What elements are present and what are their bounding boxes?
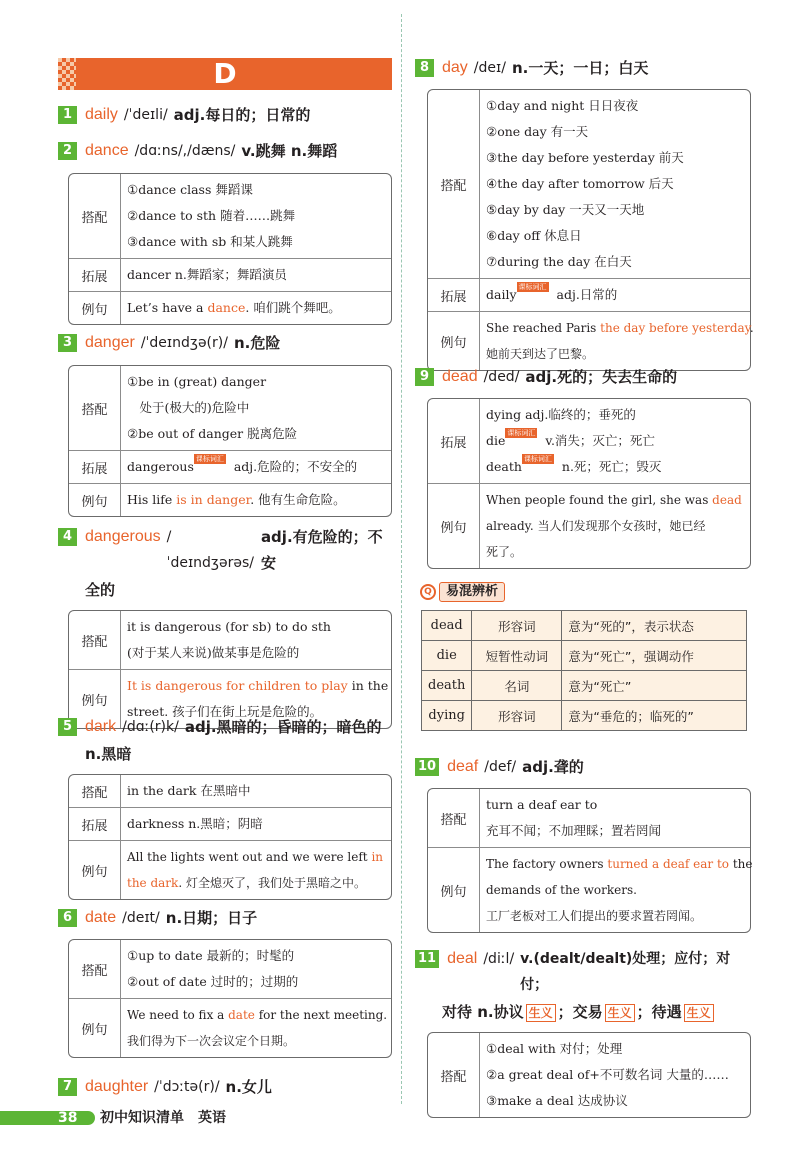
headword: dangerous xyxy=(85,528,161,545)
example-highlight: dead xyxy=(712,493,742,507)
entry-number: 3 xyxy=(58,334,77,352)
entry-dark xyxy=(58,714,392,900)
entry-table xyxy=(427,1032,751,1118)
extension-line: dying adj.临终的；垂死的 xyxy=(486,407,636,422)
confusion-word: dead xyxy=(422,611,472,641)
example-line: 工厂老板对工人们提出的要求置若罔闻。 xyxy=(486,909,703,923)
extension-line: dancer n.舞蹈家；舞蹈演员 xyxy=(127,267,287,282)
table-row xyxy=(422,641,747,671)
definition: n.危险 xyxy=(233,334,281,352)
table-row xyxy=(428,789,750,847)
column-divider xyxy=(401,14,402,1104)
confusion-pos: 形容词 xyxy=(472,611,562,641)
headword: deal xyxy=(447,950,478,967)
row-content xyxy=(121,484,391,516)
collocation-line: ③dance with sb 和某人跳舞 xyxy=(127,234,293,249)
row-label: 搭配 xyxy=(428,789,480,847)
entry-table xyxy=(427,398,751,569)
entry-head xyxy=(58,102,392,128)
example-line xyxy=(127,844,385,870)
curriculum-tag: 课标词汇 xyxy=(195,455,224,463)
definition-continued xyxy=(415,998,753,1026)
collocation-line: ③make a deal 达成协议 xyxy=(486,1093,628,1108)
example-highlight: date xyxy=(228,1008,255,1022)
row-content xyxy=(121,611,391,669)
table-row xyxy=(69,291,391,324)
row-label: 搭配 xyxy=(69,775,121,807)
collocation-line: turn a deaf ear to xyxy=(486,797,598,812)
headword: daily xyxy=(85,106,118,123)
definition: v.(dealt/dealt)处理；应付；对付； xyxy=(520,951,731,993)
confusion-meaning: 意为“垂危的；临死的” xyxy=(562,701,747,731)
example-line: 我们得为下一次会议定个日期。 xyxy=(127,1034,296,1048)
row-content xyxy=(480,312,760,370)
example-highlight: is in danger xyxy=(176,492,251,507)
book-title: 初中知识清单 英语 xyxy=(100,1110,226,1126)
example-line: demands of the workers. xyxy=(486,883,637,897)
row-content xyxy=(121,259,391,291)
extension-line xyxy=(486,282,744,308)
confusion-pos: 形容词 xyxy=(472,701,562,731)
row-content xyxy=(480,279,750,311)
entry-head xyxy=(58,138,392,164)
definition: adj.死的；失去生命的 xyxy=(525,368,678,386)
example-highlight: in xyxy=(371,850,384,864)
phonetic: /ˈdeɪndʒə(r)/ xyxy=(140,335,228,351)
row-label: 搭配 xyxy=(69,611,121,669)
collocation-line: (对于某人来说)做某事是危险的 xyxy=(127,645,300,660)
example-text: She reached Paris xyxy=(486,321,601,335)
example-line: 她前天到达了巴黎。 xyxy=(486,347,595,361)
row-label: 例句 xyxy=(428,484,480,568)
extension-line: darkness n.黑暗；阴暗 xyxy=(127,816,263,831)
entry-danger xyxy=(58,330,392,517)
collocation-line: ②one day 有一天 xyxy=(486,124,589,139)
definition-text: 对待 n.协议 xyxy=(442,1003,524,1021)
entry-head xyxy=(415,946,753,998)
entry-head xyxy=(415,754,753,780)
extension-def: adj.日常的 xyxy=(552,287,618,302)
entry-table xyxy=(68,365,392,517)
table-row xyxy=(428,90,750,278)
confusion-word: die xyxy=(422,641,472,671)
table-row xyxy=(69,450,391,483)
collocation-line: ②be out of danger 脱离危险 xyxy=(127,426,298,441)
example-line xyxy=(486,315,754,341)
headword: date xyxy=(85,909,117,926)
row-content xyxy=(480,399,750,483)
table-row xyxy=(69,258,391,291)
row-label: 搭配 xyxy=(428,1033,480,1117)
collocation-line: 处于(极大的)危险中 xyxy=(127,400,250,415)
collocation-line: ①up to date 最新的；时髦的 xyxy=(127,948,295,963)
table-row xyxy=(69,174,391,258)
extension-word: dangerous xyxy=(127,459,194,474)
row-content xyxy=(121,940,391,998)
collocation-line: ⑦during the day 在白天 xyxy=(486,254,632,269)
collocation-line: ②a great deal of+不可数名词 大量的…… xyxy=(486,1067,729,1082)
entry-number: 4 xyxy=(58,528,77,546)
entry-number: 1 xyxy=(58,106,77,124)
example-text: . 灯全熄灭了，我们处于黑暗之中。 xyxy=(178,876,366,890)
headword: deaf xyxy=(447,758,479,775)
phonetic: /ded/ xyxy=(483,369,520,385)
entry-table xyxy=(427,89,754,371)
example-highlight: the day before yesterday xyxy=(600,321,750,335)
definition: v.跳舞 n.舞蹈 xyxy=(241,142,338,160)
page-number: 38 xyxy=(58,1110,78,1126)
definition: adj.聋的 xyxy=(522,758,584,776)
extension-word: daily xyxy=(486,287,517,302)
table-row xyxy=(422,701,747,731)
new-meaning-tag: 生义 xyxy=(605,1004,635,1022)
table-row xyxy=(69,611,391,669)
collocation-line: ①deal with 对付；处理 xyxy=(486,1041,623,1056)
headword: dark xyxy=(85,718,117,735)
row-label: 例句 xyxy=(69,292,121,324)
headword: dance xyxy=(85,142,129,159)
example-text: The factory owners xyxy=(486,857,608,871)
collocation-line: ②dance to sth 随着……跳舞 xyxy=(127,208,296,223)
example-text: . xyxy=(749,321,754,335)
section-banner xyxy=(58,58,392,90)
row-label: 例句 xyxy=(69,484,121,516)
collocation-line: ①be in (great) danger xyxy=(127,374,267,389)
extension-line xyxy=(127,454,385,480)
entry-table xyxy=(68,173,392,325)
extension-word: death xyxy=(486,459,522,474)
headword: danger xyxy=(85,334,135,351)
extension-def: v.消失；灭亡；死亡 xyxy=(541,433,655,448)
curriculum-tag: 课标词汇 xyxy=(507,429,536,437)
confusion-word: death xyxy=(422,671,472,701)
phonetic: /ˈdeɪli/ xyxy=(123,107,168,123)
collocation-line: ④the day after tomorrow 后天 xyxy=(486,176,674,191)
new-meaning-tag: 生义 xyxy=(526,1004,556,1022)
table-row xyxy=(428,399,750,483)
collocation-line: ②out of date 过时的；过期的 xyxy=(127,974,299,989)
example-text: His life xyxy=(127,492,177,507)
curriculum-tag: 课标词汇 xyxy=(523,455,552,463)
phonetic: /deɪt/ xyxy=(122,910,160,926)
row-content xyxy=(121,451,391,483)
confusion-pos: 名词 xyxy=(472,671,562,701)
table-row xyxy=(69,366,391,450)
example-line xyxy=(127,673,388,699)
confusion-meaning: 意为“死亡”，强调动作 xyxy=(562,641,747,671)
example-line xyxy=(127,1002,387,1028)
confusion-title xyxy=(420,582,505,602)
entry-date xyxy=(58,905,392,1058)
entry-table xyxy=(68,774,392,900)
headword: day xyxy=(442,59,468,76)
row-content xyxy=(121,292,391,324)
table-row xyxy=(69,775,391,807)
section-letter: D xyxy=(213,57,237,90)
example-text: When people found the girl, she was xyxy=(486,493,713,507)
row-content xyxy=(121,841,391,899)
collocation-line: ⑤day by day 一天又一天地 xyxy=(486,202,645,217)
curriculum-tag: 课标词汇 xyxy=(518,283,547,291)
table-row xyxy=(422,611,747,641)
table-row xyxy=(428,311,754,370)
definition-text: ；交易 xyxy=(557,1003,603,1021)
row-content xyxy=(480,90,750,278)
definition: n.一天；一日；白天 xyxy=(511,59,649,77)
phonetic: /ˈdɔːtə(r)/ xyxy=(154,1079,220,1095)
table-row xyxy=(69,840,391,899)
definition: adj.有危险的；不安 xyxy=(260,528,383,572)
entry-head xyxy=(415,55,753,81)
entry-dance xyxy=(58,138,392,325)
entry-head xyxy=(415,364,753,390)
table-row xyxy=(428,1033,750,1117)
example-line xyxy=(127,487,385,513)
row-content xyxy=(480,848,759,932)
extension-word: die xyxy=(486,433,506,448)
example-line xyxy=(127,295,385,321)
row-label: 拓展 xyxy=(428,399,480,483)
entry-table xyxy=(68,610,392,729)
collocation-line: it is dangerous (for sb) to do sth xyxy=(127,619,331,634)
definition-text: ；待遇 xyxy=(636,1003,682,1021)
entry-deaf xyxy=(415,754,753,933)
entry-number: 6 xyxy=(58,909,77,927)
row-content xyxy=(121,808,391,840)
page-footer xyxy=(0,1108,800,1128)
table-row xyxy=(422,671,747,701)
example-line xyxy=(486,487,744,513)
table-row xyxy=(428,483,750,568)
confusion-meaning: 意为“死的”，表示状态 xyxy=(562,611,747,641)
definition-continued: n.黑暗 xyxy=(85,745,132,763)
row-label: 拓展 xyxy=(69,451,121,483)
entry-dead xyxy=(415,364,753,569)
phonetic: /dɑː(r)k/ xyxy=(122,719,179,735)
row-content xyxy=(480,789,750,847)
row-content xyxy=(480,484,750,568)
example-text: We need to fix a xyxy=(127,1008,229,1022)
table-row xyxy=(69,807,391,840)
table-row xyxy=(69,998,391,1057)
entry-number: 9 xyxy=(415,368,434,386)
entry-number: 5 xyxy=(58,718,77,736)
collocation-line: ⑥day off 休息日 xyxy=(486,228,582,243)
example-line: 死了。 xyxy=(486,545,523,559)
collocation-line: ①dance class 舞蹈课 xyxy=(127,182,253,197)
entry-number: 10 xyxy=(415,758,439,776)
definition: n.日期；日子 xyxy=(165,909,258,927)
headword: dead xyxy=(442,368,478,385)
row-label: 搭配 xyxy=(428,90,480,278)
collocation-line: ③the day before yesterday 前天 xyxy=(486,150,684,165)
phonetic: /dɑːns/,/dæns/ xyxy=(134,143,236,159)
entry-head xyxy=(58,524,392,576)
confusion-title-text: 易混辨析 xyxy=(439,582,505,602)
example-text: Let’s have a xyxy=(127,300,208,315)
row-content xyxy=(121,366,391,450)
entry-daily xyxy=(58,102,392,128)
entry-head xyxy=(58,330,392,356)
phonetic: /def/ xyxy=(484,759,517,775)
definition: adj.黑暗的；昏暗的；暗色的 xyxy=(184,718,382,736)
phonetic: /ˈdeɪndʒərəs/ xyxy=(166,529,255,571)
example-highlight: turned a deaf ear to xyxy=(607,857,730,871)
confusion-word: dying xyxy=(422,701,472,731)
confusion-table xyxy=(421,610,747,731)
new-meaning-tag: 生义 xyxy=(684,1004,714,1022)
footer-bar xyxy=(0,1111,95,1125)
row-label: 例句 xyxy=(69,999,121,1057)
row-label: 搭配 xyxy=(69,366,121,450)
row-label: 例句 xyxy=(69,670,121,728)
row-label: 例句 xyxy=(428,848,480,932)
phonetic: /diːl/ xyxy=(483,951,515,967)
extension-line xyxy=(486,428,744,454)
row-content xyxy=(121,999,393,1057)
table-row xyxy=(428,847,753,932)
example-line xyxy=(127,870,385,896)
example-text: in the xyxy=(347,678,389,693)
example-highlight: It is dangerous for children to play xyxy=(127,678,348,693)
example-text: All the lights went out and we were left xyxy=(127,850,372,864)
magnifier-icon: Q xyxy=(420,584,436,600)
extension-line xyxy=(486,454,744,480)
example-highlight: dance xyxy=(207,300,246,315)
definition: adj.每日的；日常的 xyxy=(173,106,311,124)
table-row xyxy=(69,940,391,998)
entry-number: 7 xyxy=(58,1078,77,1096)
example-text: . 他有生命危险。 xyxy=(250,492,346,507)
example-text: the xyxy=(729,857,753,871)
row-label: 例句 xyxy=(428,312,480,370)
example-text: . 咱们跳个舞吧。 xyxy=(245,300,341,315)
entry-head xyxy=(58,905,392,931)
row-content xyxy=(121,775,391,807)
entry-table xyxy=(427,788,751,933)
collocation-line: ①day and night 日日夜夜 xyxy=(486,98,639,113)
phonetic: /deɪ/ xyxy=(473,60,506,76)
entry-number: 2 xyxy=(58,142,77,160)
confusion-meaning: 意为“死亡” xyxy=(562,671,747,701)
example-line xyxy=(486,851,753,877)
extension-def: adj.危险的；不安全的 xyxy=(229,459,358,474)
entry-day xyxy=(415,55,753,371)
definition-continued: 全的 xyxy=(85,581,116,599)
confusion-pos: 短暂性动词 xyxy=(472,641,562,671)
row-label: 拓展 xyxy=(428,279,480,311)
entry-number: 11 xyxy=(415,950,439,968)
table-row xyxy=(428,278,750,311)
entry-deal xyxy=(415,946,753,1118)
row-label: 搭配 xyxy=(69,174,121,258)
entry-head xyxy=(58,1074,392,1100)
example-text: for the next meeting. xyxy=(254,1008,388,1022)
row-label: 搭配 xyxy=(69,940,121,998)
row-content xyxy=(121,174,391,258)
row-label: 拓展 xyxy=(69,808,121,840)
entry-table xyxy=(68,939,392,1058)
entry-daughter xyxy=(58,1074,392,1100)
collocation-line: 充耳不闻；不加理睬；置若罔闻 xyxy=(486,823,662,838)
entry-head xyxy=(58,714,392,740)
collocation-line: in the dark 在黑暗中 xyxy=(127,783,251,798)
example-line: already. 当人们发现那个女孩时，她已经 xyxy=(486,519,706,533)
example-line: street. 孩子们在街上玩是危险的。 xyxy=(127,704,323,719)
row-label: 拓展 xyxy=(69,259,121,291)
entry-number: 8 xyxy=(415,59,434,77)
table-row xyxy=(69,483,391,516)
row-content xyxy=(480,1033,750,1117)
example-highlight: the dark xyxy=(127,876,179,890)
row-label: 例句 xyxy=(69,841,121,899)
definition: n.女儿 xyxy=(225,1078,272,1096)
entry-dangerous xyxy=(58,524,392,729)
headword: daughter xyxy=(85,1078,149,1095)
extension-def: n.死；死亡；毁灭 xyxy=(557,459,662,474)
